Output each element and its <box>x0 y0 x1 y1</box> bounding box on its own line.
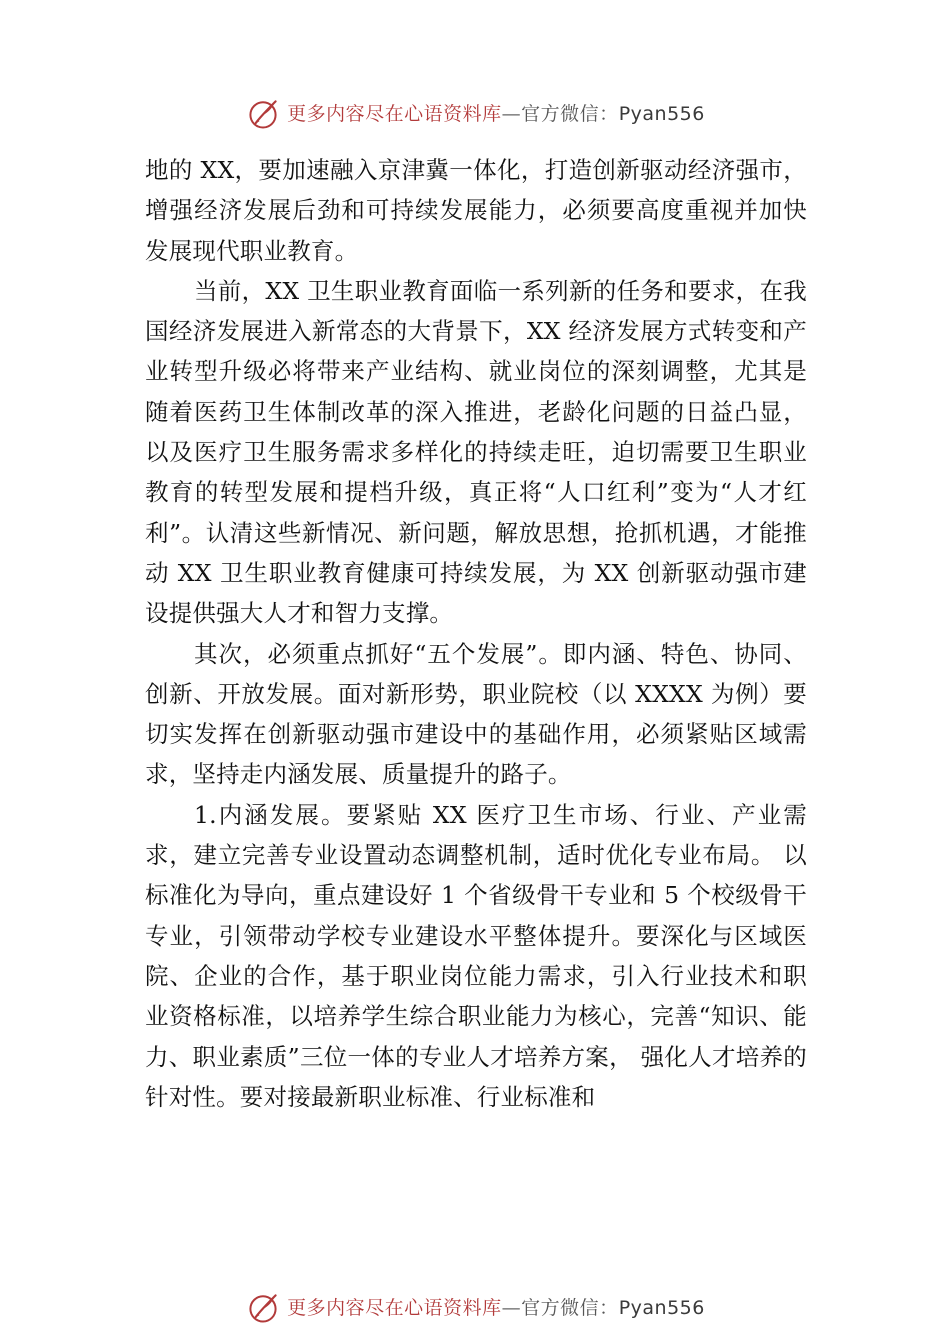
paragraph-2: 当前，XX 卫生职业教育面临一系列新的任务和要求，在我国经济发展进入新常态的大背景下，XX 经济发展方式转变和产业转型升级必将带来产业结构、就业岗位的深刻调整，尤其是随着医药卫生体制改革的深入推进，老龄化问题的日益凸显，以及医疗卫生服务需求多样化的持续走旺，迫切需要卫生职业教育的转型发展和提档升级，真正将“人口红利”变为“人才红利”。认清这些新情况、新问题，解放思想，抢抓机遇，才能推动 XX 卫生职业教育健康可持续发展，为 XX 创新驱动强市建设提供强大人才和智力支撑。 <box>145 276 807 628</box>
watermark-wechat-label: 官方微信： <box>521 1297 619 1319</box>
paragraph-4: 1.内涵发展。要紧贴 XX 医疗卫生市场、行业、产业需求，建立完善专业设置动态调整机制，适时优化专业布局。 以标准化为导向，重点建设好 1 个省级骨干专业和 5 个校级骨干专业，引领带动学校专业建设水平整体提升。要深化与区域医院、企业的合作，基于职业岗位能力需求，引入行业技术和职业资格标准，以培养学生综合职业能力为核心，完善“知识、能力、职业素质”三位一体的专业人才培养方案， 强化人才培养的针对性。要对接最新职业标准、行业标准和 <box>145 800 807 1111</box>
paragraph-3: 其次，必须重点抓好“五个发展”。即内涵、特色、协同、创新、开放发展。面对新形势，职业院校（以 XXXX 为例）要切实发挥在创新驱动强市建设中的基础作用，必须紧贴区域需求，坚持走内涵发展、质量提升的路子。 <box>145 639 807 789</box>
footer-watermark <box>0 1290 950 1326</box>
watermark-dash: — <box>501 103 522 125</box>
header-watermark <box>0 96 950 132</box>
watermark-red-text: 更多内容尽在心语资料库 <box>287 103 502 125</box>
watermark-dash: — <box>501 1297 522 1319</box>
watermark-text <box>287 96 705 132</box>
quill-logo-icon <box>245 1290 281 1326</box>
watermark-red-text: 更多内容尽在心语资料库 <box>287 1297 502 1319</box>
paragraph-1: 地的 XX，要加速融入京津冀一体化，打造创新驱动经济强市，增强经济发展后劲和可持续发展能力，必须要高度重视并加快发展现代职业教育。 <box>145 156 807 265</box>
watermark-text <box>287 1290 705 1326</box>
watermark-wechat-label: 官方微信： <box>521 103 619 125</box>
quill-logo-icon <box>245 96 281 132</box>
watermark-account-id: Pyan556 <box>618 1297 705 1319</box>
watermark-account-id: Pyan556 <box>618 103 705 125</box>
document-body <box>145 150 807 1117</box>
